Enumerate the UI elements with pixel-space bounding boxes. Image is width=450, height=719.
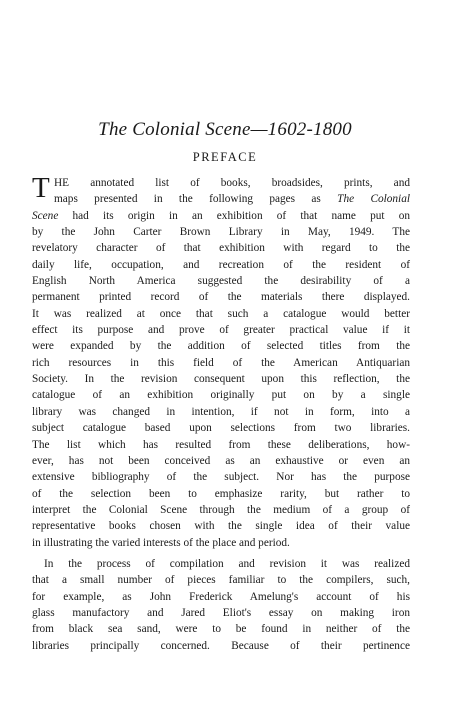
- text-line: In the process of compilation and revision it was realized: [44, 557, 410, 570]
- text-line: catalogue of an exhibition originally put on by a single: [32, 389, 410, 402]
- text-line: subject catalogue based upon selections from two libraries.: [32, 422, 410, 435]
- text-line: in illustrating the varied interests of the place and period.: [32, 536, 290, 549]
- text-line: representative books chosen with the single idea of their value: [32, 520, 410, 533]
- text-line: for example, as John Frederick Amelung's account of his: [32, 590, 410, 603]
- paragraph-1: [32, 172, 410, 551]
- text-line: that a small number of pieces familiar to the compilers, such,: [32, 574, 410, 587]
- drop-cap: T: [32, 172, 50, 204]
- text-line: rich resources in this field of the American Antiquarian: [32, 356, 410, 369]
- paragraph-2: [32, 556, 410, 654]
- text-line: ever, has not been conceived as an exhaustive or even an: [32, 454, 410, 467]
- text-line: maps presented in the following pages as The Colonial: [54, 193, 410, 206]
- text-line: English North America suggested the desirability of a: [32, 275, 410, 288]
- text-line: Society. In the revision consequent upon this reflection, the: [32, 373, 410, 386]
- text-line: of the selection been to emphasize rarity, but rather to: [32, 487, 410, 500]
- text-line: extensive bibliography of the subject. Nor has the purpose: [32, 471, 410, 484]
- text-line: were expanded by the addition of selected titles from the: [32, 340, 410, 353]
- text-line: revelatory character of that exhibition with regard to the: [32, 242, 410, 255]
- text-line: The list which has resulted from these deliberations, how-: [32, 438, 410, 451]
- book-title-italic: The Colonial: [337, 193, 410, 206]
- section-heading: PREFACE: [192, 150, 258, 164]
- book-title-italic: Scene: [32, 209, 59, 222]
- text-line: libraries principally concerned. Because of their pertinence: [32, 639, 410, 652]
- body-text: [32, 172, 410, 654]
- text-line: interpret the Colonial Scene through the medium of a group of: [32, 503, 410, 516]
- text-line: permanent printed record of the materials there displayed.: [32, 291, 410, 304]
- text-line: glass manufactory and Jared Eliot's essay on making iron: [32, 606, 410, 619]
- text-line: from black sea sand, were to be found in neither of the: [32, 623, 410, 636]
- text-line: daily life, occupation, and recreation of the resident of: [32, 258, 410, 271]
- text-line: It was realized at once that such a catalogue would better: [32, 307, 410, 320]
- text-line: HE annotated list of books, broadsides, prints, and: [54, 177, 410, 189]
- text-line: effect its purpose and prove of greater practical value if it: [32, 324, 410, 337]
- page-title: The Colonial Scene—1602-1800: [98, 119, 352, 140]
- text-line: by the John Carter Brown Library in May, 1949. The: [32, 226, 410, 239]
- text-line: library was changed in intention, if not in form, into a: [32, 405, 410, 418]
- text-line: Scene had its origin in an exhibition of that name put on: [32, 209, 410, 222]
